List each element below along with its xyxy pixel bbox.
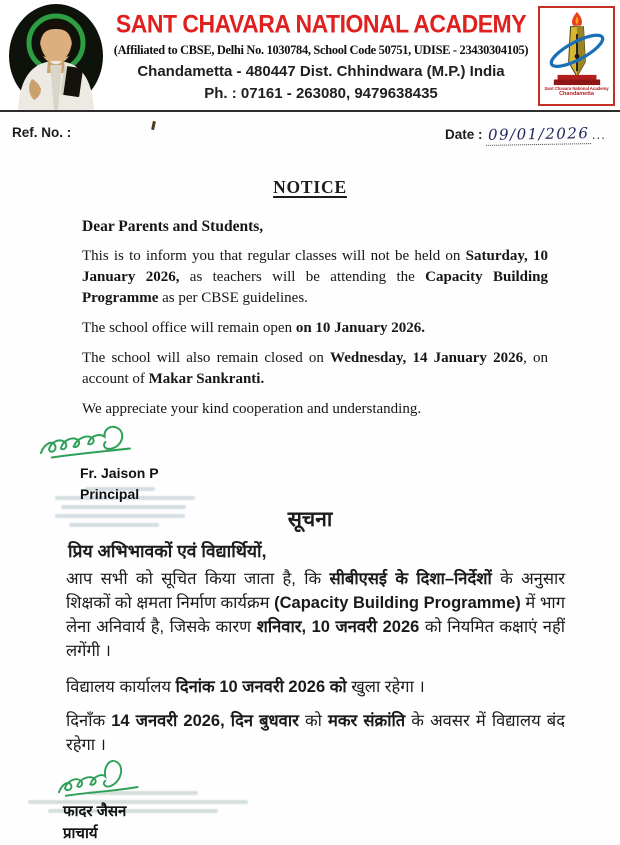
paragraph-hi-1: आप सभी को सूचित किया जाता है, कि सीबीएसई के दिशा–निर्देशों के अनुसार शिक्षकों को क्षमता निर्माण कार्यक्रम (Capacity Building Programme) में भाग लेना अनिवार्य है, जिसके कारण शनिवार, 10 जनवरी 2026 को नियमित कक्षाएं नहीं लगेंगी । [66,570,566,660]
paragraph-en-2: The school office will remain open on 10 January 2026. [82,320,426,336]
date-value-handwritten: 09/01/2026 [486,124,592,146]
principal-title-hi: प्राचार्य [63,825,98,842]
principal-signature-hi-icon [45,759,155,801]
date-group [445,125,606,145]
signature-block-hi [45,759,620,845]
paragraph-hi-3: दिनाँक 14 जनवरी 2026, दिन बुधवार को मकर संक्रांति के अवसर में विद्यालय बंद रहेगा । [66,712,565,754]
principal-name-en: Fr. Jaison P [80,465,159,481]
phone-line: Ph. : 07161 - 263080, 9479638435 [204,85,438,102]
portrait-icon [8,3,104,110]
notice-body-hi [0,567,620,757]
salutation-hi: प्रिय अभिभावकों एवं विद्यार्थियों, [68,541,267,561]
notice-title-en: NOTICE [273,177,347,197]
emblem-caption-line1: Sant Chavara National Academy [544,86,609,91]
date-dotted-tail: ... [591,127,606,142]
principal-signature-icon [30,423,150,463]
paragraph-en-1: This is to inform you that regular classes will not be held on Saturday, 10 January 2026, as teachers will be attending the Capacity Building Programme as per CBSE guidelines. [82,248,549,306]
paragraph-en-4: We appreciate your kind cooperation and understanding. [82,401,422,417]
ref-no-label: Ref. No. : [12,125,72,140]
affiliation-line: (Affiliated to CBSE, Delhi No. 1030784, School Code 50751, UDISE - 23430304105) [113,43,529,57]
school-name: SANT CHAVARA NATIONAL ACADEMY [115,9,527,39]
academy-emblem [538,6,615,106]
notice-body-en [82,216,548,420]
salutation-en: Dear Parents and Students, [82,218,264,235]
pen-flame-emblem-icon [543,10,611,86]
address-line: Chandametta - 480447 Dist. Chhindwara (M.P.) India [137,63,505,80]
date-label: Date : [444,127,483,142]
saint-chavara-portrait-logo [8,3,104,110]
paragraph-hi-2: विद्यालय कार्यालय दिनांक 10 जनवरी 2026 को खुला रहेगा । [66,678,425,696]
notice-title-hi: सूचना [287,508,333,531]
letterhead-text [102,10,540,102]
principal-title-en: Principal [80,486,140,502]
ref-date-row [0,125,620,145]
emblem-caption-line2: Chandametta [559,91,594,97]
paragraph-en-3: The school will also remain closed on Wednesday, 14 January 2026, on account of Makar Sankranti. [82,350,548,387]
principal-name-hi: फादर जैसन [63,803,127,820]
letterhead [0,0,620,112]
signature-block-en [30,423,620,505]
